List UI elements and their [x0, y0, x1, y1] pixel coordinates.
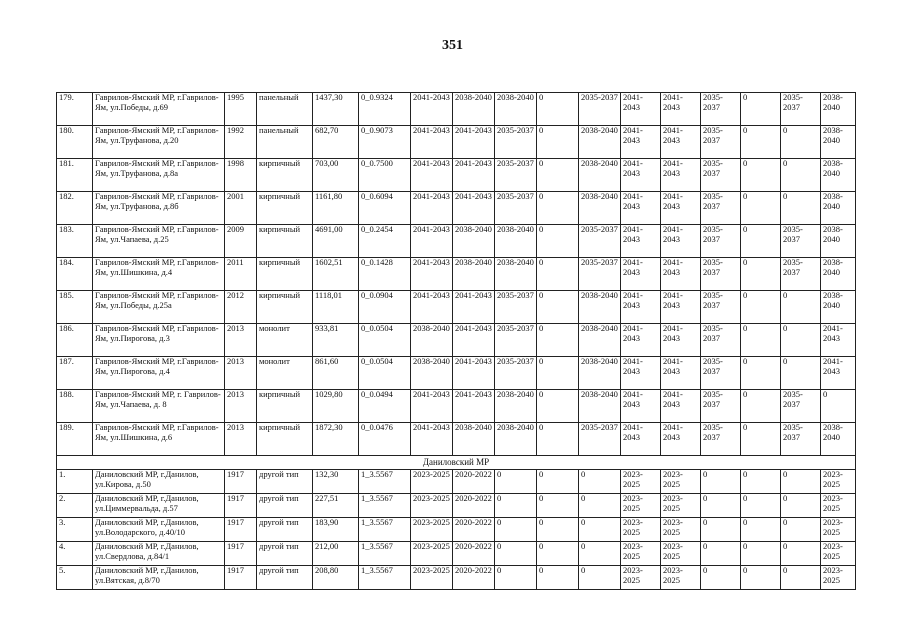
table-cell: 0 [537, 258, 579, 291]
table-cell: 188. [57, 390, 93, 423]
table-cell: 2038-2040 [821, 291, 856, 324]
table-cell: 0_0.2454 [359, 225, 411, 258]
table-cell: 2041-2043 [621, 357, 661, 390]
table-cell: Гаврилов-Ямский МР, г.Гаврилов-Ям, ул.Шишкина, д.4 [93, 258, 225, 291]
table-cell: 2041-2043 [621, 324, 661, 357]
table-cell: 0 [537, 192, 579, 225]
table-cell: Гаврилов-Ямский МР, г.Гаврилов-Ям, ул.Труфанова, д.20 [93, 126, 225, 159]
table-cell: 2020-2022 [453, 470, 495, 494]
table-cell: 2023-2025 [821, 494, 856, 518]
table-cell: 2023-2025 [821, 542, 856, 566]
table-cell: 0 [537, 566, 579, 590]
table-cell: 3. [57, 518, 93, 542]
table-cell: 0 [579, 470, 621, 494]
table-cell: 2013 [225, 423, 257, 456]
table-cell: 2041-2043 [821, 357, 856, 390]
table-cell: 0 [579, 566, 621, 590]
table-cell: 2020-2022 [453, 566, 495, 590]
table-cell: 2038-2040 [495, 258, 537, 291]
table-cell: 0 [741, 126, 781, 159]
table-cell: 2038-2040 [821, 93, 856, 126]
table-cell: 1872,30 [313, 423, 359, 456]
table-cell: 2035-2037 [701, 192, 741, 225]
table-cell: 2038-2040 [821, 258, 856, 291]
table-cell: 2035-2037 [701, 357, 741, 390]
table-cell: монолит [257, 357, 313, 390]
table-cell: 0_0.1428 [359, 258, 411, 291]
table-cell: 0 [741, 357, 781, 390]
table-cell: 0_0.0504 [359, 357, 411, 390]
table-cell: 0 [495, 542, 537, 566]
table-cell: 0 [741, 258, 781, 291]
table-cell: 0 [537, 423, 579, 456]
table-cell: 2038-2040 [411, 357, 453, 390]
table-cell: 0_0.9324 [359, 93, 411, 126]
table-cell: 0_0.0494 [359, 390, 411, 423]
table-cell: 1029,80 [313, 390, 359, 423]
table-cell: 0 [579, 518, 621, 542]
table-cell: 185. [57, 291, 93, 324]
table-cell: 1. [57, 470, 93, 494]
table-cell: 2038-2040 [579, 192, 621, 225]
table-row [57, 518, 856, 542]
table-cell: 187. [57, 357, 93, 390]
table-cell: 2. [57, 494, 93, 518]
table-cell: 0 [741, 93, 781, 126]
table-cell: 1917 [225, 518, 257, 542]
table-cell: 0 [781, 566, 821, 590]
table-cell: кирпичный [257, 159, 313, 192]
table-row [57, 542, 856, 566]
table-cell: 861,60 [313, 357, 359, 390]
table-cell: 0 [579, 494, 621, 518]
table-cell: 0 [495, 518, 537, 542]
table-cell: 0 [781, 494, 821, 518]
table-cell: 0 [741, 566, 781, 590]
table-cell: 0 [537, 357, 579, 390]
table-cell: 0 [495, 494, 537, 518]
table-cell: 1602,51 [313, 258, 359, 291]
table-cell: 1_3.5567 [359, 518, 411, 542]
table-cell: 1998 [225, 159, 257, 192]
table-cell: 2041-2043 [411, 225, 453, 258]
table-cell: 2038-2040 [821, 225, 856, 258]
table-cell: 0 [537, 390, 579, 423]
table-cell: 2041-2043 [661, 159, 701, 192]
table-row [57, 291, 856, 324]
table-cell: 1_3.5567 [359, 470, 411, 494]
table-cell: 0_0.0904 [359, 291, 411, 324]
table-cell: кирпичный [257, 390, 313, 423]
table-cell: 682,70 [313, 126, 359, 159]
table-cell: 2020-2022 [453, 542, 495, 566]
table-cell: 2041-2043 [621, 390, 661, 423]
table-cell: 4691,00 [313, 225, 359, 258]
table-cell: кирпичный [257, 225, 313, 258]
table-cell: 2041-2043 [661, 324, 701, 357]
table-cell: 2035-2037 [701, 291, 741, 324]
table-cell: 2041-2043 [621, 126, 661, 159]
table-row [57, 192, 856, 225]
table-cell: 1118,01 [313, 291, 359, 324]
table-cell: Гаврилов-Ямский МР, г.Гаврилов-Ям, ул.Пирогова, д.3 [93, 324, 225, 357]
table-cell: 2041-2043 [661, 423, 701, 456]
table-cell: 0 [741, 494, 781, 518]
page-number: 351 [442, 38, 463, 53]
table-cell: 2035-2037 [579, 225, 621, 258]
table-cell: 2023-2025 [411, 542, 453, 566]
table-body-danilov [57, 470, 856, 590]
table-cell: другой тип [257, 518, 313, 542]
table-cell: 2023-2025 [661, 518, 701, 542]
table-cell: 2011 [225, 258, 257, 291]
table-cell: 2038-2040 [495, 93, 537, 126]
table-cell: 2035-2037 [495, 357, 537, 390]
table-cell: 2035-2037 [701, 390, 741, 423]
table-cell: Даниловский МР, г.Данилов, ул.Циммервальда, д.57 [93, 494, 225, 518]
table-cell: 0 [701, 566, 741, 590]
table-cell: 933,81 [313, 324, 359, 357]
table-cell: 0 [701, 470, 741, 494]
table-cell: 0 [741, 225, 781, 258]
table-cell: 2041-2043 [411, 192, 453, 225]
table-cell: 2035-2037 [701, 258, 741, 291]
table-cell: 0 [781, 126, 821, 159]
table-cell: 2041-2043 [661, 126, 701, 159]
table-cell: 0 [781, 357, 821, 390]
table-cell: 0 [537, 324, 579, 357]
table-cell: 2023-2025 [621, 494, 661, 518]
table-row [57, 258, 856, 291]
table-cell: 2038-2040 [411, 324, 453, 357]
table-cell: 227,51 [313, 494, 359, 518]
table-cell: другой тип [257, 494, 313, 518]
table-cell: панельный [257, 126, 313, 159]
table-cell: 0 [537, 225, 579, 258]
table-cell: Даниловский МР, г.Данилов, ул.Володарского, д.40/10 [93, 518, 225, 542]
table-cell: 2012 [225, 291, 257, 324]
table-cell: 2038-2040 [579, 390, 621, 423]
table-cell: 0_0.6094 [359, 192, 411, 225]
table-cell: 2041-2043 [411, 126, 453, 159]
table-row [57, 225, 856, 258]
table-cell: 2023-2025 [661, 542, 701, 566]
table-cell: 2038-2040 [453, 258, 495, 291]
table-cell: 2041-2043 [411, 423, 453, 456]
table-cell: 2035-2037 [781, 390, 821, 423]
table-cell: 2009 [225, 225, 257, 258]
table-cell: 1_3.5567 [359, 494, 411, 518]
table-cell: 180. [57, 126, 93, 159]
table-cell: Гаврилов-Ямский МР, г.Гаврилов-Ям, ул.Труфанова, д.8б [93, 192, 225, 225]
table-cell: 2041-2043 [661, 225, 701, 258]
table-cell: кирпичный [257, 423, 313, 456]
table-cell: 1992 [225, 126, 257, 159]
table-cell: 0 [741, 390, 781, 423]
table-cell: 2023-2025 [821, 566, 856, 590]
table-cell: 1917 [225, 542, 257, 566]
table-cell: 0 [781, 159, 821, 192]
section-title: Даниловский МР [57, 456, 856, 470]
table-cell: 2038-2040 [821, 423, 856, 456]
table-cell: 2035-2037 [781, 225, 821, 258]
table-cell: 703,00 [313, 159, 359, 192]
table-cell: кирпичный [257, 258, 313, 291]
table-cell: 2041-2043 [621, 423, 661, 456]
table-cell: 208,80 [313, 566, 359, 590]
table-cell: 0 [495, 470, 537, 494]
table-cell: 132,30 [313, 470, 359, 494]
table-cell: панельный [257, 93, 313, 126]
table-cell: 2023-2025 [411, 494, 453, 518]
table-cell: 2013 [225, 324, 257, 357]
table-cell: 2041-2043 [661, 258, 701, 291]
table-cell: 2041-2043 [661, 192, 701, 225]
table-cell: 2020-2022 [453, 518, 495, 542]
table-row [57, 390, 856, 423]
table-row [57, 494, 856, 518]
table-cell: 0 [741, 423, 781, 456]
table-cell: 184. [57, 258, 93, 291]
table-cell: 2041-2043 [661, 357, 701, 390]
table-cell: 2038-2040 [495, 423, 537, 456]
table-cell: 2035-2037 [579, 423, 621, 456]
table-cell: 2041-2043 [453, 390, 495, 423]
table-cell: 2041-2043 [621, 291, 661, 324]
table-cell: 4. [57, 542, 93, 566]
table-cell: 2035-2037 [701, 93, 741, 126]
table-cell: 2023-2025 [411, 518, 453, 542]
table-cell: 2035-2037 [701, 159, 741, 192]
table-cell: 1995 [225, 93, 257, 126]
table-cell: 2023-2025 [621, 566, 661, 590]
table-cell: 0 [781, 291, 821, 324]
table-cell: Гаврилов-Ямский МР, г.Гаврилов-Ям, ул.Победы, д.25а [93, 291, 225, 324]
table-row [57, 423, 856, 456]
table-cell: 0 [821, 390, 856, 423]
table-row [57, 159, 856, 192]
housing-register-table [56, 92, 856, 590]
table-cell: 2041-2043 [453, 291, 495, 324]
table-cell: 1161,80 [313, 192, 359, 225]
table-cell: 2023-2025 [821, 518, 856, 542]
table-cell: 2041-2043 [453, 192, 495, 225]
table-cell: 2035-2037 [701, 225, 741, 258]
table-cell: 2038-2040 [821, 126, 856, 159]
table-cell: 2035-2037 [781, 258, 821, 291]
table-cell: 0 [781, 542, 821, 566]
table-cell: 2035-2037 [579, 258, 621, 291]
table-cell: 2023-2025 [821, 470, 856, 494]
table-cell: 2041-2043 [411, 390, 453, 423]
table-cell: 2041-2043 [411, 258, 453, 291]
table-cell: 2041-2043 [621, 159, 661, 192]
table-cell: 0 [741, 470, 781, 494]
table-cell: 0 [701, 518, 741, 542]
table-cell: 2020-2022 [453, 494, 495, 518]
table-cell: 0 [741, 518, 781, 542]
table-cell: 2041-2043 [621, 192, 661, 225]
table-cell: 2041-2043 [661, 93, 701, 126]
section-header [57, 456, 856, 470]
table-cell: 2023-2025 [661, 470, 701, 494]
table-cell: 2038-2040 [579, 291, 621, 324]
table-cell: 0 [579, 542, 621, 566]
table-cell: 183,90 [313, 518, 359, 542]
table-cell: 2038-2040 [495, 225, 537, 258]
table-cell: 2038-2040 [579, 126, 621, 159]
table-cell: 189. [57, 423, 93, 456]
table-cell: 0 [537, 470, 579, 494]
table-cell: 2038-2040 [821, 159, 856, 192]
table-cell: 2038-2040 [495, 390, 537, 423]
table-cell: 2038-2040 [579, 159, 621, 192]
table-cell: 0 [537, 159, 579, 192]
table-cell: 0 [701, 494, 741, 518]
table-row [57, 324, 856, 357]
table-cell: 0 [741, 542, 781, 566]
table-cell: кирпичный [257, 192, 313, 225]
table-body-gavrilov-yam [57, 93, 856, 456]
table-cell: 0 [537, 542, 579, 566]
table-row [57, 470, 856, 494]
table-cell: монолит [257, 324, 313, 357]
table-cell: 2038-2040 [821, 192, 856, 225]
table-row [57, 93, 856, 126]
table-cell: Даниловский МР, г.Данилов, ул.Вятская, д.8/70 [93, 566, 225, 590]
table-cell: 2023-2025 [411, 566, 453, 590]
table-cell: 5. [57, 566, 93, 590]
table-cell: 0 [537, 291, 579, 324]
table-cell: 0 [741, 192, 781, 225]
table-cell: 2013 [225, 390, 257, 423]
table-cell: Гаврилов-Ямский МР, г.Гаврилов-Ям, ул.Победы, д.69 [93, 93, 225, 126]
table-row [57, 126, 856, 159]
table-cell: 2041-2043 [621, 225, 661, 258]
table-cell: 179. [57, 93, 93, 126]
table-cell: 2041-2043 [411, 159, 453, 192]
table-cell: Гаврилов-Ямский МР, г.Гаврилов-Ям, ул.Чапаева, д.25 [93, 225, 225, 258]
table-cell: 2038-2040 [579, 357, 621, 390]
table-cell: 2035-2037 [781, 93, 821, 126]
table-cell: 1_3.5567 [359, 542, 411, 566]
table-cell: 2001 [225, 192, 257, 225]
table-cell: 2035-2037 [495, 126, 537, 159]
table-cell: 2035-2037 [781, 423, 821, 456]
table-cell: другой тип [257, 542, 313, 566]
table-cell: 2035-2037 [495, 192, 537, 225]
section-row [57, 456, 856, 470]
table-cell: 2038-2040 [453, 93, 495, 126]
table-cell: 0 [781, 518, 821, 542]
table-cell: 0_0.0504 [359, 324, 411, 357]
table-cell: 1917 [225, 566, 257, 590]
table-cell: 2035-2037 [495, 324, 537, 357]
table-cell: 2023-2025 [621, 518, 661, 542]
table-cell: Даниловский МР, г.Данилов, ул.Кирова, д.50 [93, 470, 225, 494]
table-row [57, 357, 856, 390]
table-cell: 2041-2043 [621, 93, 661, 126]
table-cell: 2041-2043 [411, 291, 453, 324]
table-cell: 2041-2043 [453, 357, 495, 390]
table-cell: 0 [741, 159, 781, 192]
table-cell: 183. [57, 225, 93, 258]
table-row [57, 566, 856, 590]
table-cell: 0_0.0476 [359, 423, 411, 456]
table-cell: 0 [781, 324, 821, 357]
table-cell: Гаврилов-Ямский МР, г.Гаврилов-Ям, ул.Шишкина, д.6 [93, 423, 225, 456]
table-cell: 2023-2025 [661, 494, 701, 518]
table-cell: 2023-2025 [621, 470, 661, 494]
table-cell: 2041-2043 [661, 390, 701, 423]
table-cell: 182. [57, 192, 93, 225]
table-cell: 0 [537, 126, 579, 159]
table-cell: 2041-2043 [411, 93, 453, 126]
table-cell: 0 [741, 291, 781, 324]
table-cell: 1437,30 [313, 93, 359, 126]
table-cell: 0 [537, 93, 579, 126]
table-cell: 2023-2025 [621, 542, 661, 566]
table-cell: Даниловский МР, г.Данилов, ул.Свердлова, д.84/1 [93, 542, 225, 566]
table-cell: 1917 [225, 470, 257, 494]
table-cell: 2038-2040 [453, 423, 495, 456]
table-cell: 2041-2043 [453, 126, 495, 159]
table-cell: 0 [741, 324, 781, 357]
table-cell: 186. [57, 324, 93, 357]
table-cell: 2038-2040 [453, 225, 495, 258]
table-cell: 0 [781, 192, 821, 225]
table-cell: 1917 [225, 494, 257, 518]
table-cell: 0 [537, 494, 579, 518]
table-cell: 0 [495, 566, 537, 590]
table-cell: 212,00 [313, 542, 359, 566]
table-cell: 2041-2043 [453, 159, 495, 192]
table-cell: 2013 [225, 357, 257, 390]
table-cell: 2041-2043 [621, 258, 661, 291]
table-cell: 2035-2037 [495, 159, 537, 192]
table-cell: другой тип [257, 470, 313, 494]
table-cell: 2035-2037 [579, 93, 621, 126]
table-cell: 1_3.5567 [359, 566, 411, 590]
table-cell: 2023-2025 [661, 566, 701, 590]
table-cell: 0 [781, 470, 821, 494]
table-cell: 2035-2037 [701, 126, 741, 159]
table-cell: Гаврилов-Ямский МР, г. Гаврилов-Ям, ул.Чапаева, д. 8 [93, 390, 225, 423]
table-cell: 2041-2043 [661, 291, 701, 324]
table-cell: 0 [537, 518, 579, 542]
table-cell: 2035-2037 [701, 423, 741, 456]
table-cell: 2035-2037 [701, 324, 741, 357]
table-cell: Гаврилов-Ямский МР, г.Гаврилов-Ям, ул.Труфанова, д.8а [93, 159, 225, 192]
table-cell: другой тип [257, 566, 313, 590]
table-cell: 2035-2037 [495, 291, 537, 324]
table-cell: 2038-2040 [579, 324, 621, 357]
table-cell: 2023-2025 [411, 470, 453, 494]
table-cell: 0 [701, 542, 741, 566]
table-cell: кирпичный [257, 291, 313, 324]
table-cell: 2041-2043 [821, 324, 856, 357]
table-cell: 2041-2043 [453, 324, 495, 357]
table-cell: 181. [57, 159, 93, 192]
table-cell: Гаврилов-Ямский МР, г.Гаврилов-Ям, ул.Пирогова, д.4 [93, 357, 225, 390]
table-cell: 0_0.9073 [359, 126, 411, 159]
table-cell: 0_0.7500 [359, 159, 411, 192]
